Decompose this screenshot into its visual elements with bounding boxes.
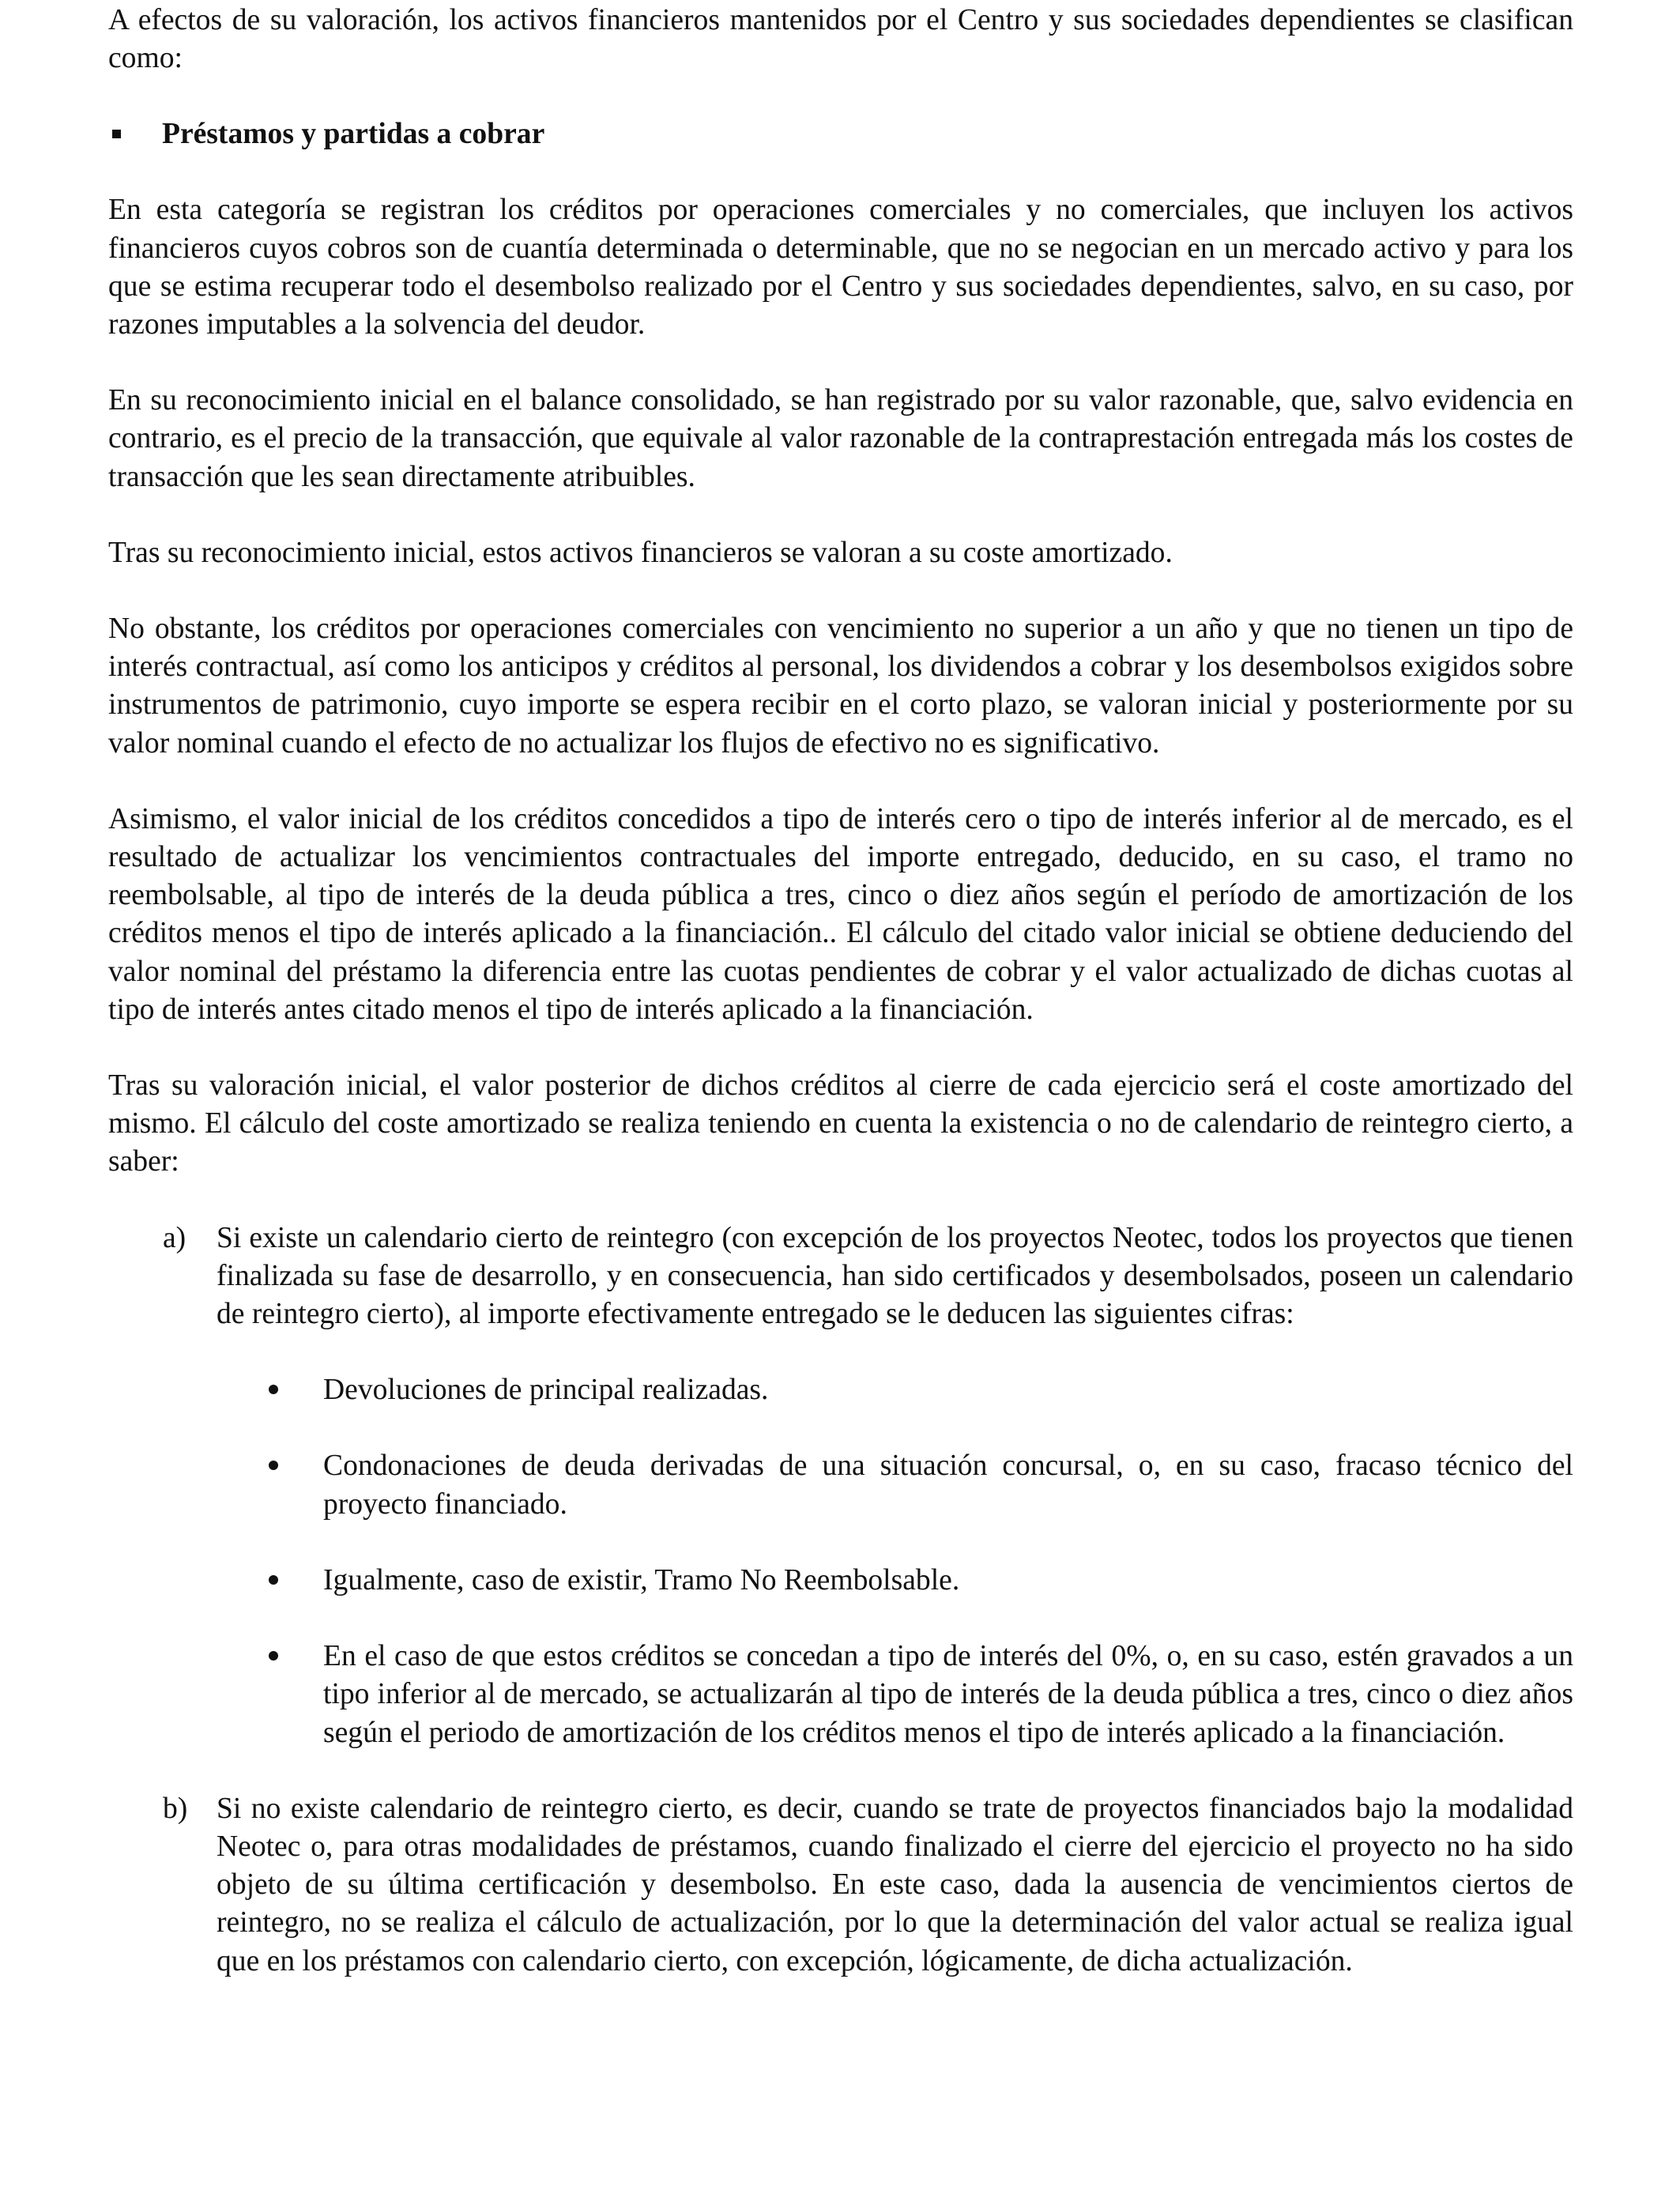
bullet-dot-icon bbox=[269, 1651, 278, 1661]
list-item-b-text: Si no existe calendario de reintegro cierto, es decir, cuando se trate de proyectos financiados bajo la modalidad Neotec o, para otras modalidades de préstamos, cuando finalizado el cierre del ejercicio el proyecto no ha sido objeto de su última certificación y desembolso. En este caso, dada la ausencia de vencimientos ciertos de reintegro, no se realiza el cálculo de actualización, por lo que la determinación del valor actual se realiza igual que en los préstamos con calendario cierto, con excepción, lógicamente, de dicha actualización. bbox=[217, 1792, 1573, 1977]
bullet-text: En el caso de que estos créditos se concedan a tipo de interés del 0%, o, en su caso, estén gravados a un tipo inferior al de mercado, se actualizarán al tipo de interés de la deuda pública a tres, cinco o diez años según el periodo de amortización de los créditos menos el tipo de interés aplicado a la financiación. bbox=[323, 1640, 1573, 1749]
bullet-item bbox=[323, 1638, 1573, 1752]
bullet-dot-icon bbox=[269, 1575, 278, 1585]
bullet-text: Igualmente, caso de existir, Tramo No Reembolsable. bbox=[323, 1563, 960, 1596]
section-title: Préstamos y partidas a cobrar bbox=[162, 118, 545, 151]
list-item-a-text: Si existe un calendario cierto de reintegro (con excepción de los proyectos Neotec, todos los proyectos que tienen finalizada su fase de desarrollo, y en consecuencia, han sido certificados y desembolsados, poseen un calendario de reintegro cierto), al importe efectivamente entregado se le deducen las siguientes cifras: bbox=[217, 1221, 1573, 1331]
square-bullet-icon bbox=[112, 130, 121, 138]
intro-paragraph: A efectos de su valoración, los activos financieros mantenidos por el Centro y sus sociedades dependientes se clasifican como: bbox=[108, 4, 1573, 75]
bullet-item bbox=[323, 1371, 1573, 1409]
list-item-a bbox=[108, 1220, 1573, 1334]
list-marker-a: a) bbox=[163, 1221, 186, 1254]
bullet-dot-icon bbox=[269, 1385, 278, 1394]
paragraph-4: No obstante, los créditos por operaciones comerciales con vencimiento no superior a un año y que no tienen un tipo de interés contractual, así como los anticipos y créditos al personal, los dividendos a cobrar y los desembolsos exigidos sobre instrumentos de patrimonio, cuyo importe se espera recibir en el corto plazo, se valoran inicial y posteriormente por su valor nominal cuando el efecto de no actualizar los flujos de efectivo no es significativo. bbox=[108, 613, 1573, 760]
document-page bbox=[108, 0, 1573, 1981]
bullet-item bbox=[323, 1447, 1573, 1523]
paragraph-6: Tras su valoración inicial, el valor posterior de dichos créditos al cierre de cada ejercicio será el coste amortizado del mismo. El cálculo del coste amortizado se realiza teniendo en cuenta la existencia o no de calendario de reintegro cierto, a saber: bbox=[108, 1069, 1573, 1178]
list-item-b bbox=[108, 1790, 1573, 1981]
bullet-text: Devoluciones de principal realizadas. bbox=[323, 1374, 769, 1407]
paragraph-3: Tras su reconocimiento inicial, estos activos financieros se valoran a su coste amortizado. bbox=[108, 536, 1173, 569]
bullet-text: Condonaciones de deuda derivadas de una situación concursal, o, en su caso, fracaso técnico del proyecto financiado. bbox=[323, 1449, 1573, 1521]
bullet-dot-icon bbox=[269, 1461, 278, 1470]
paragraph-2: En su reconocimiento inicial en el balance consolidado, se han registrado por su valor razonable, que, salvo evidencia en contrario, es el precio de la transacción, que equivale al valor razonable de la contraprestación entregada más los costes de transacción que les sean directamente atribuibles. bbox=[108, 384, 1573, 493]
section-heading bbox=[108, 115, 1573, 153]
list-marker-b: b) bbox=[163, 1792, 188, 1825]
bullet-item bbox=[323, 1562, 1573, 1600]
paragraph-5: Asimismo, el valor inicial de los créditos concedidos a tipo de interés cero o tipo de interés inferior al de mercado, es el resultado de actualizar los vencimientos contractuales del importe entregado, deducido, en su caso, el tramo no reembolsable, al tipo de interés de la deuda pública a tres, cinco o diez años según el período de amortización de los créditos menos el tipo de interés aplicado a la financiación.. El cálculo del citado valor inicial se obtiene deduciendo del valor nominal del préstamo la diferencia entre las cuotas pendientes de cobrar y el valor actualizado de dichas cuotas al tipo de interés antes citado menos el tipo de interés aplicado a la financiación. bbox=[108, 802, 1573, 1026]
lettered-list bbox=[108, 1220, 1573, 1981]
paragraph-1: En esta categoría se registran los créditos por operaciones comerciales y no comerciales, que incluyen los activos financieros cuyos cobros son de cuantía determinada o determinable, que no se negocian en un mercado activo y para los que se estima recuperar todo el desembolso realizado por el Centro y sus sociedades dependientes, salvo, en su caso, por razones imputables a la solvencia del deudor. bbox=[108, 194, 1573, 341]
bullet-list bbox=[108, 1371, 1573, 1751]
